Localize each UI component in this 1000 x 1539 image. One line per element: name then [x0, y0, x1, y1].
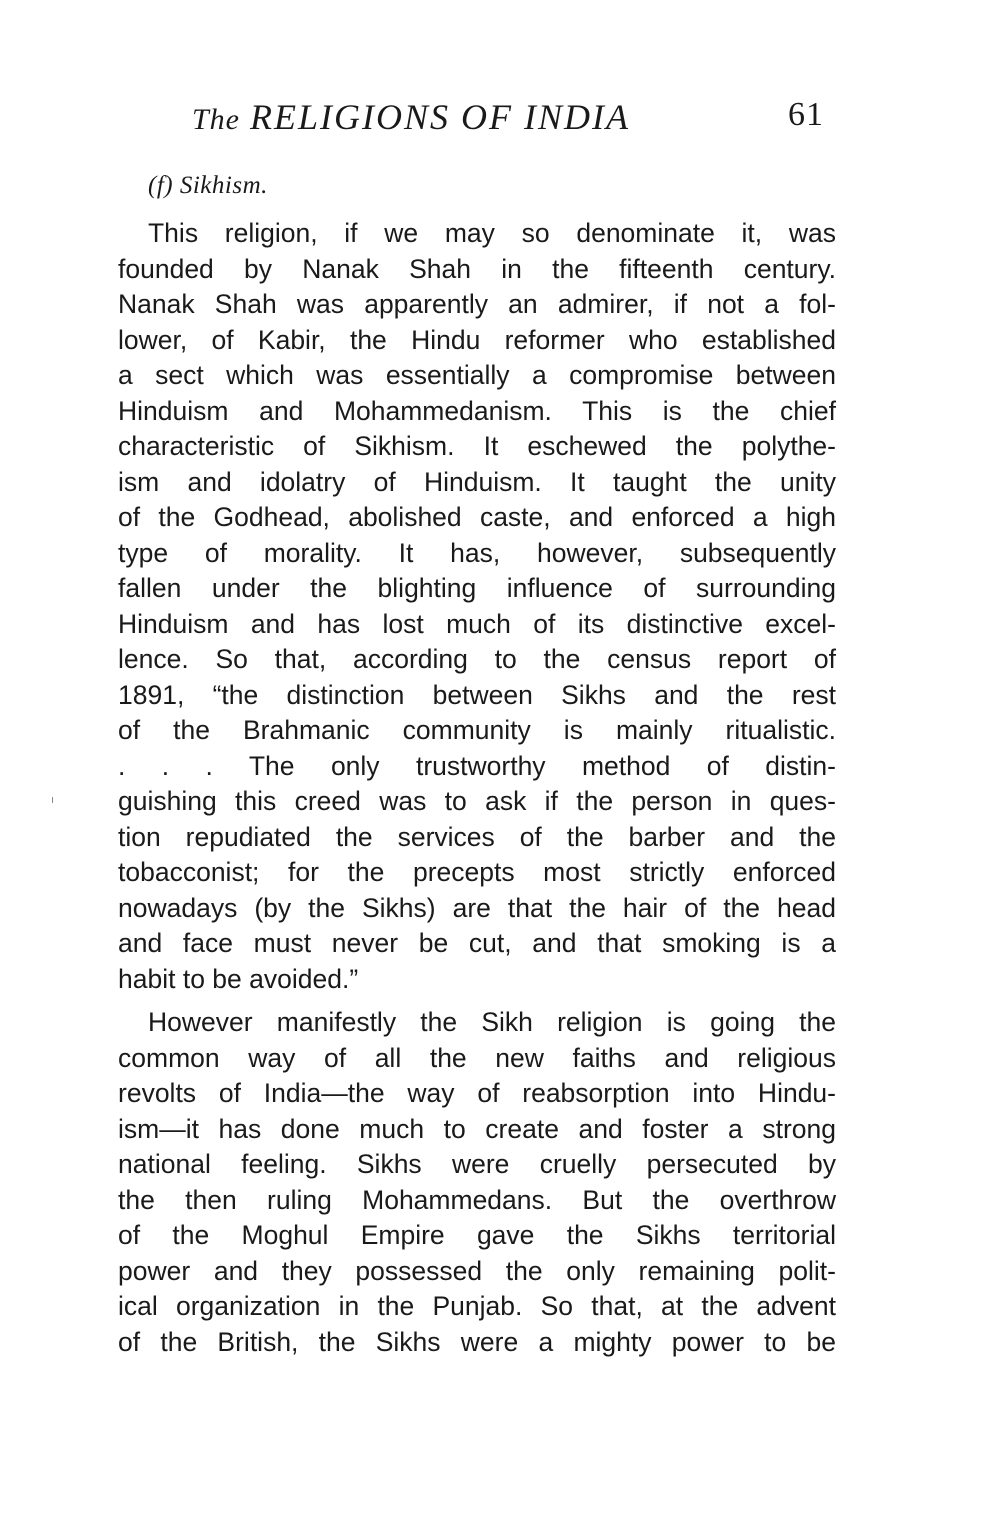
- text-line: and face must never be cut, and that smoking is a: [118, 928, 836, 958]
- text-line: ism and idolatry of Hinduism. It taught the unity: [118, 466, 836, 497]
- text-line: of the Moghul Empire gave the Sikhs territorial: [118, 1220, 836, 1250]
- text-line: However manifestly the Sikh religion is going the: [148, 1007, 836, 1037]
- text-line: tobacconist; for the precepts most strictly enforced: [118, 857, 836, 887]
- text-line: type of morality. It has, however, subsequently: [118, 537, 836, 568]
- scan-speck: [52, 797, 53, 803]
- text-line: lower, of Kabir, the Hindu reformer who established: [118, 324, 836, 355]
- text-line: fallen under the blighting influence of surrounding: [118, 573, 836, 603]
- paragraph-2: [118, 1005, 836, 1360]
- text-line: Hinduism and has lost much of its distinctive excel-: [118, 608, 836, 639]
- text-line: revolts of India—the way of reabsorption into Hindu-: [118, 1078, 836, 1108]
- text-line: ism—it has done much to create and foster a strong: [118, 1113, 836, 1144]
- text-line: This religion, if we may so denominate it, was: [148, 218, 836, 248]
- text-line: common way of all the new faiths and religious: [118, 1042, 836, 1073]
- text-line: characteristic of Sikhism. It eschewed the polythe-: [118, 431, 836, 461]
- text-line: ical organization in the Punjab. So that, at the advent: [118, 1291, 836, 1321]
- text-line: the then ruling Mohammedans. But the overthrow: [118, 1184, 836, 1215]
- text-line: national feeling. Sikhs were cruelly persecuted by: [118, 1149, 836, 1179]
- text-line: tion repudiated the services of the barber and the: [118, 821, 836, 852]
- text-line: of the Godhead, abolished caste, and enforced a high: [118, 502, 836, 532]
- text-line: founded by Nanak Shah in the fifteenth century.: [118, 253, 836, 284]
- text-line: lence. So that, according to the census report of: [118, 644, 836, 674]
- text-line: habit to be avoided.”: [118, 963, 359, 994]
- paragraph-1: [118, 216, 836, 997]
- running-head-prefix: The: [192, 103, 240, 136]
- running-head: [192, 96, 832, 146]
- text-line: . . . The only trustworthy method of distin-: [118, 750, 836, 781]
- text-line: guishing this creed was to ask if the person in ques-: [118, 786, 836, 816]
- text-line: of the Brahmanic community is mainly ritualistic.: [118, 715, 836, 745]
- text-line: of the British, the Sikhs were a mighty power to be: [118, 1326, 836, 1357]
- text-line: nowadays (by the Sikhs) are that the hair of the head: [118, 892, 836, 923]
- text-line: a sect which was essentially a compromise between: [118, 360, 836, 390]
- text-line: 1891, “the distinction between Sikhs and the rest: [118, 679, 836, 710]
- page-number: 61: [788, 96, 824, 133]
- running-head-title: RELIGIONS OF INDIA: [250, 97, 630, 137]
- text-line: Nanak Shah was apparently an admirer, if not a fol-: [118, 289, 836, 319]
- section-heading: (f) Sikhism.: [148, 172, 268, 199]
- text-line: Hinduism and Mohammedanism. This is the chief: [118, 395, 836, 426]
- text-line: power and they possessed the only remaining polit-: [118, 1255, 836, 1286]
